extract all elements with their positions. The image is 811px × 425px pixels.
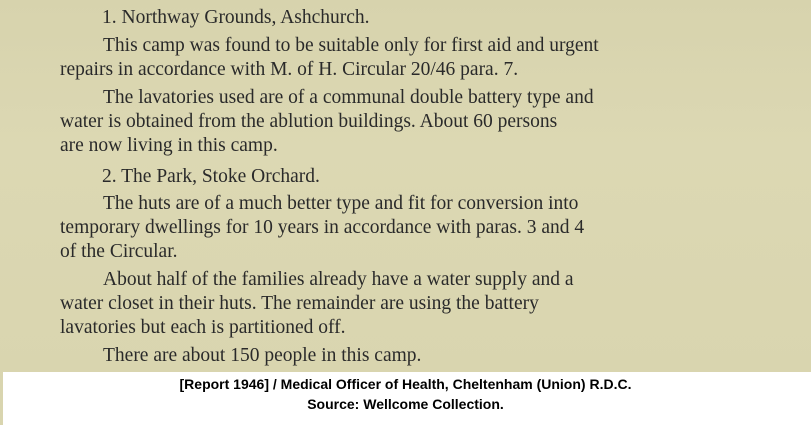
paragraph-line: About half of the families already have a water supply and a (103, 269, 574, 290)
heading-the-park: 2. The Park, Stoke Orchard. (102, 166, 320, 187)
paragraph-line: This camp was found to be suitable only for first aid and urgent (103, 35, 599, 56)
paragraph-line: temporary dwellings for 10 years in accordance with paras. 3 and 4 (60, 217, 585, 238)
heading-northway: 1. Northway Grounds, Ashchurch. (102, 7, 370, 28)
paragraph-line: repairs in accordance with M. of H. Circular 20/46 para. 7. (60, 59, 519, 80)
paragraph-line: of the Circular. (60, 241, 178, 262)
caption-report-title: [Report 1946] / Medical Officer of Health, Cheltenham (Union) R.D.C. (179, 376, 632, 392)
source-caption (0, 372, 811, 425)
paragraph-line: The lavatories used are of a communal double battery type and (103, 87, 594, 108)
paragraph-line: There are about 150 people in this camp. (103, 345, 422, 366)
paragraph-line: water closet in their huts. The remainder are using the battery (60, 293, 539, 314)
caption-source: Source: Wellcome Collection. (307, 396, 504, 412)
paragraph-line: lavatories but each is partitioned off. (60, 317, 346, 338)
paragraph-line: water is obtained from the ablution buildings. About 60 persons (60, 111, 558, 132)
paragraph-line: are now living in this camp. (60, 135, 278, 156)
paragraph-line: The huts are of a much better type and fit for conversion into (103, 193, 579, 214)
